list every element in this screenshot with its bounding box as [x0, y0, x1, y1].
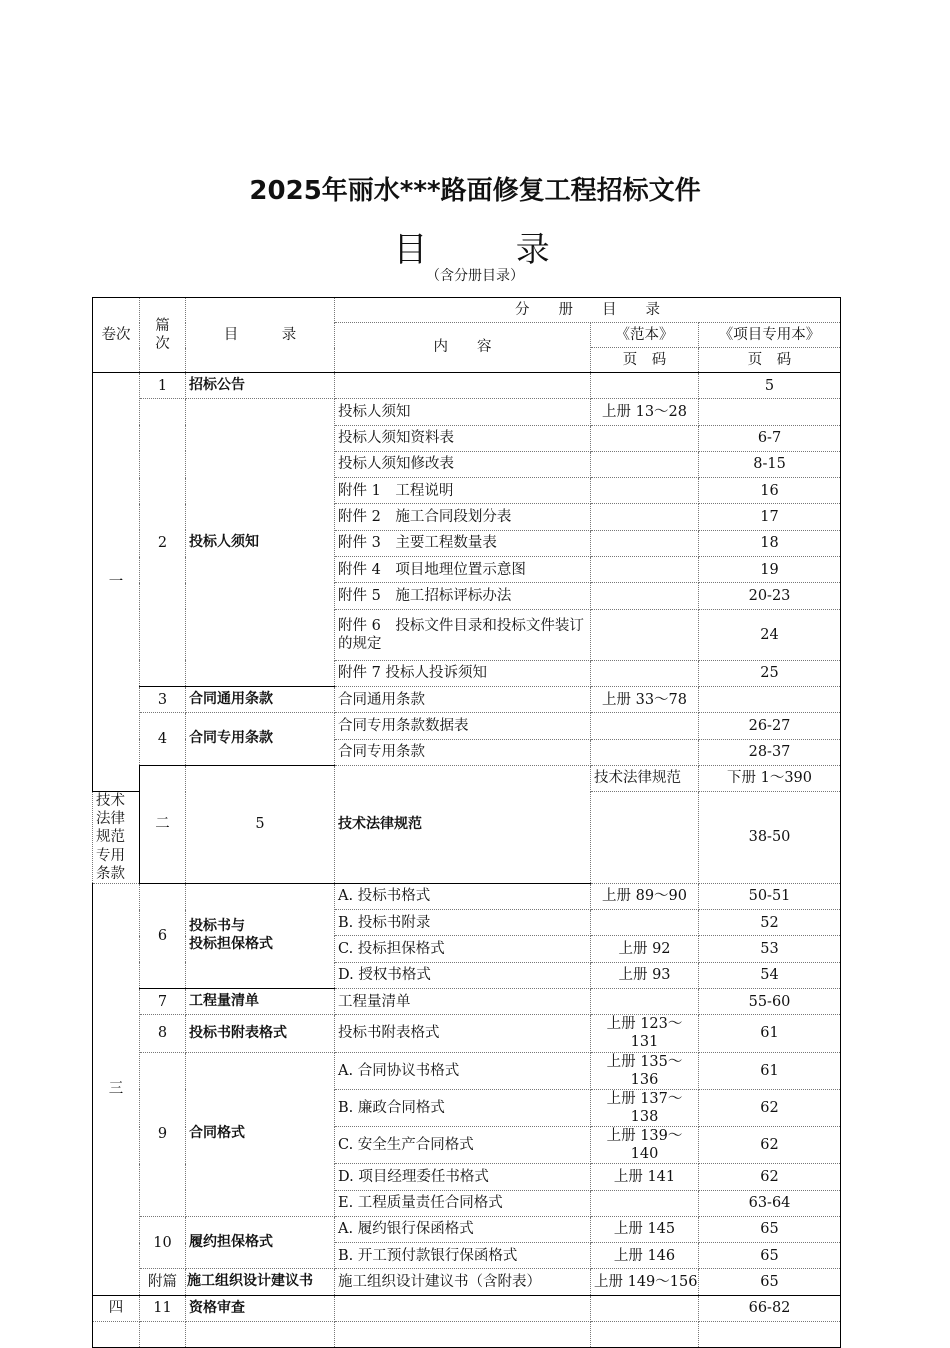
row-project-page: 28-37: [699, 739, 841, 765]
chapter-title: 施工组织设计建议书: [186, 1269, 335, 1295]
row-content: B. 投标书附录: [335, 910, 591, 936]
row-content: C. 安全生产合同格式: [335, 1127, 591, 1164]
table-row: [93, 1269, 841, 1295]
row-project-page: 19: [699, 557, 841, 583]
row-project-page: 54: [699, 962, 841, 988]
table-row: [93, 373, 841, 399]
row-project-page: 55-60: [699, 988, 841, 1014]
volume-3: 三: [93, 883, 140, 1295]
header-page-project: 页 码: [699, 348, 841, 373]
header-model-text: 《范本》: [591, 323, 699, 348]
row-project-page: [699, 686, 841, 712]
row-content: 附件 7 投标人投诉须知: [335, 660, 591, 686]
row-model-page: 上册 92: [591, 936, 699, 962]
row-content: 工程量清单: [335, 988, 591, 1014]
header-chapter: [140, 298, 186, 373]
header-contents: 目 录: [186, 298, 335, 373]
row-content: C. 投标担保格式: [335, 936, 591, 962]
chapter-title: 合同通用条款: [186, 686, 335, 712]
row-project-page: 5: [699, 373, 841, 399]
table-row: [93, 883, 841, 909]
row-content: 附件 6 投标文件目录和投标文件装订的规定: [335, 609, 591, 660]
row-content: B. 廉政合同格式: [335, 1089, 591, 1126]
row-model-page: 上册 93: [591, 962, 699, 988]
chapter-title: 合同专用条款: [186, 713, 335, 766]
table-row: [93, 1295, 841, 1321]
row-model-page: [591, 609, 699, 660]
row-model-page: [591, 425, 699, 451]
header-row: [93, 298, 841, 323]
document-title: 2025年丽水***路面修复工程招标文件: [249, 176, 701, 206]
row-content: A. 合同协议书格式: [335, 1052, 591, 1089]
row-project-page: 65: [699, 1243, 841, 1269]
table-row: [93, 1216, 841, 1242]
table-row: [93, 713, 841, 739]
row-model-page: 上册 146: [591, 1243, 699, 1269]
row-model-page: 上册 139～140: [591, 1127, 699, 1164]
row-project-page: 63-64: [699, 1190, 841, 1216]
toc-subtitle: （含分册目录）: [426, 268, 524, 284]
table-row: [93, 686, 841, 712]
chapter-number: 6: [140, 883, 186, 988]
row-model-page: [591, 451, 699, 477]
table-row: [93, 765, 841, 791]
row-model-page: 上册 137～138: [591, 1089, 699, 1126]
row-project-page: 18: [699, 530, 841, 556]
row-project-page: 16: [699, 478, 841, 504]
row-project-page: 62: [699, 1127, 841, 1164]
row-model-page: 上册 33～78: [591, 686, 699, 712]
row-model-page: 上册 13～28: [591, 399, 699, 425]
row-content: [335, 373, 591, 399]
row-project-page: 61: [699, 1015, 841, 1052]
row-project-page: 24: [699, 609, 841, 660]
row-model-page: [591, 792, 699, 884]
chapter-title: 工程量清单: [186, 988, 335, 1014]
row-content: A. 履约银行保函格式: [335, 1216, 591, 1242]
row-project-page: 65: [699, 1269, 841, 1295]
row-project-page: 52: [699, 910, 841, 936]
header-content: 内 容: [335, 323, 591, 373]
row-model-page: [591, 504, 699, 530]
row-model-page: [591, 713, 699, 739]
chapter-title: 投标书附表格式: [186, 1015, 335, 1052]
row-content: 附件 5 施工招标评标办法: [335, 583, 591, 609]
row-model-page: 上册 149～156: [591, 1269, 699, 1295]
row-project-page: 65: [699, 1216, 841, 1242]
chapter-number: 10: [140, 1216, 186, 1269]
volume-1: 一: [93, 373, 140, 792]
row-model-page: 上册 145: [591, 1216, 699, 1242]
row-model-page: [591, 373, 699, 399]
row-model-page: 上册 141: [591, 1164, 699, 1190]
row-project-page: 20-23: [699, 583, 841, 609]
row-content: 施工组织设计建议书（含附表）: [335, 1269, 591, 1295]
table-row: [93, 1015, 841, 1052]
chapter-title: 合同格式: [186, 1052, 335, 1216]
chapter-number: 11: [140, 1295, 186, 1321]
row-model-page: [591, 910, 699, 936]
table-row: [93, 399, 841, 425]
row-content: 投标人须知: [335, 399, 591, 425]
toc-heading: 目 录: [393, 230, 557, 270]
row-model-page: 上册 89～90: [591, 883, 699, 909]
chapter-number: 7: [140, 988, 186, 1014]
row-content: 合同专用条款: [335, 739, 591, 765]
chapter-title: [186, 883, 335, 988]
row-content: [335, 1295, 591, 1321]
row-model-page: [591, 530, 699, 556]
chapter-number: 9: [140, 1052, 186, 1216]
row-project-page: 17: [699, 504, 841, 530]
header-sub-catalog: 分 册 目 录: [335, 298, 841, 323]
row-model-page: [591, 583, 699, 609]
header-page-model: 页 码: [591, 348, 699, 373]
row-project-page: 6-7: [699, 425, 841, 451]
row-project-page: 25: [699, 660, 841, 686]
row-content: 附件 3 主要工程数量表: [335, 530, 591, 556]
chapter-number: 1: [140, 373, 186, 399]
chapter-number: 5: [186, 765, 335, 883]
chapter-number: 附篇: [140, 1269, 186, 1295]
row-content: 附件 4 项目地理位置示意图: [335, 557, 591, 583]
row-model-page: [591, 557, 699, 583]
row-content: 合同专用条款数据表: [335, 713, 591, 739]
row-project-page: 38-50: [699, 792, 841, 884]
row-content: E. 工程质量责任合同格式: [335, 1190, 591, 1216]
volume-2: 二: [140, 765, 186, 883]
row-model-page: [591, 1295, 699, 1321]
chapter-number: 8: [140, 1015, 186, 1052]
chapter-title: 招标公告: [186, 373, 335, 399]
row-content: A. 投标书格式: [335, 883, 591, 909]
row-project-page: 62: [699, 1089, 841, 1126]
row-content: 投标人须知修改表: [335, 451, 591, 477]
chapter-number: 2: [140, 399, 186, 687]
row-content: 技术法律规范: [591, 765, 699, 791]
row-content: 附件 1 工程说明: [335, 478, 591, 504]
chapter-title: 技术法律规范: [335, 765, 591, 883]
row-content: D. 项目经理委任书格式: [335, 1164, 591, 1190]
header-volume: 卷次: [93, 298, 140, 373]
toc-table: [92, 297, 841, 1348]
chapter-title-line-1: 投标书与: [189, 918, 245, 935]
chapter-title: 投标人须知: [186, 399, 335, 687]
row-model-page: [591, 739, 699, 765]
row-project-page: [699, 399, 841, 425]
row-project-page: 66-82: [699, 1295, 841, 1321]
row-model-page: [591, 988, 699, 1014]
header-chapter-text: 篇次: [155, 317, 170, 352]
row-project-page: 8-15: [699, 451, 841, 477]
chapter-title-line-2: 投标担保格式: [189, 935, 273, 952]
row-model-page: [591, 1190, 699, 1216]
row-content: B. 开工预付款银行保函格式: [335, 1243, 591, 1269]
row-content: 技术法律规范专用条款: [93, 792, 140, 884]
row-model-page: 下册 1～390: [699, 765, 841, 791]
volume-4: 四: [93, 1295, 140, 1321]
row-content: 投标人须知资料表: [335, 425, 591, 451]
header-project-text: 《项目专用本》: [699, 323, 841, 348]
chapter-title: 资格审查: [186, 1295, 335, 1321]
row-project-page: 50-51: [699, 883, 841, 909]
chapter-title: 履约担保格式: [186, 1216, 335, 1269]
chapter-number: 3: [140, 686, 186, 712]
chapter-number: 4: [140, 713, 186, 766]
row-project-page: 53: [699, 936, 841, 962]
row-content: 投标书附表格式: [335, 1015, 591, 1052]
row-model-page: [591, 660, 699, 686]
table-row: [93, 988, 841, 1014]
table-row: [93, 1052, 841, 1089]
row-content: 合同通用条款: [335, 686, 591, 712]
row-model-page: 上册 123～131: [591, 1015, 699, 1052]
row-project-page: 26-27: [699, 713, 841, 739]
row-model-page: [591, 478, 699, 504]
row-content: 附件 2 施工合同段划分表: [335, 504, 591, 530]
row-project-page: 61: [699, 1052, 841, 1089]
row-project-page: 62: [699, 1164, 841, 1190]
row-content: D. 授权书格式: [335, 962, 591, 988]
row-model-page: 上册 135～136: [591, 1052, 699, 1089]
